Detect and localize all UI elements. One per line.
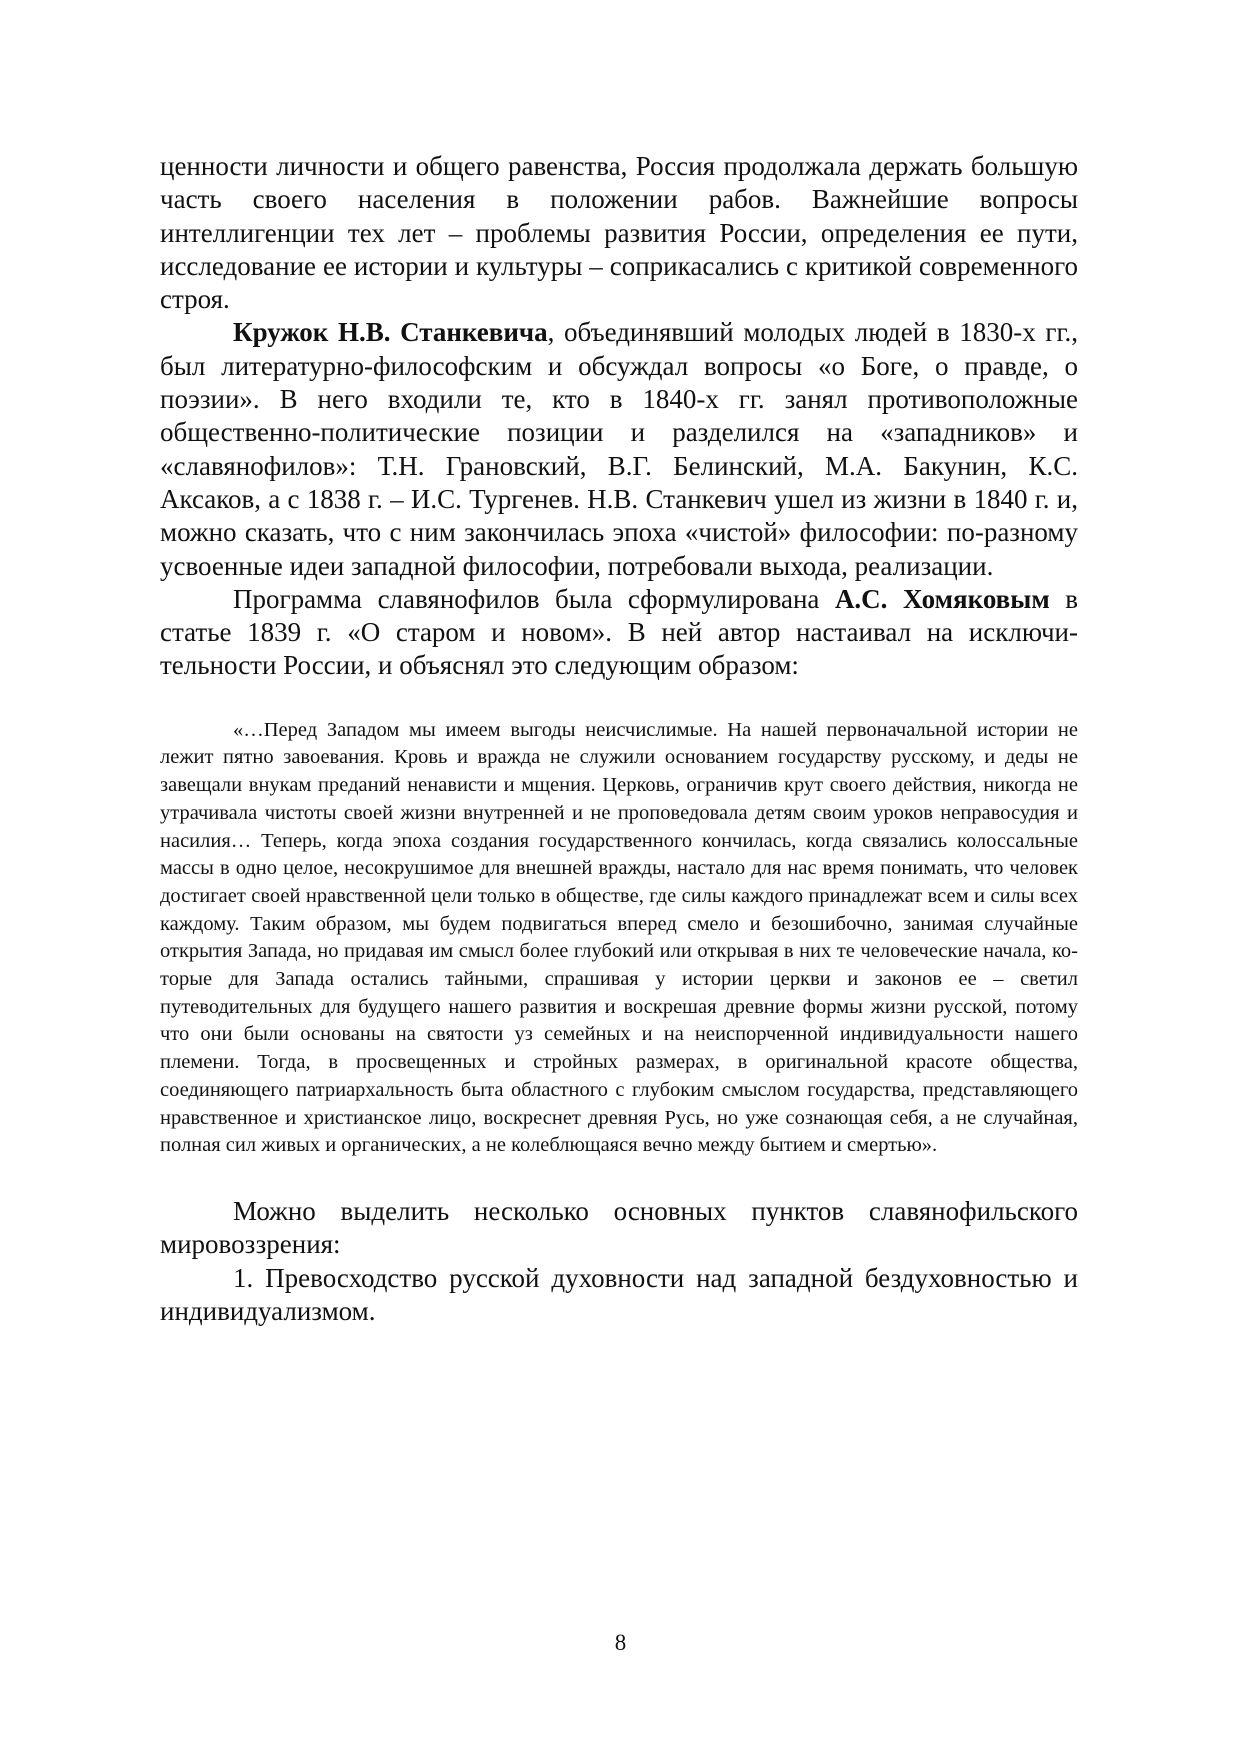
paragraph-main-points: Можно выделить несколько основных пунктов славянофильского мировоззрения: [160, 1196, 1078, 1260]
paragraph-slavophile-program [160, 583, 1078, 683]
paragraph-stankevich-text: , объединявший молодых людей в 1830-х гг., был литературно-философским и обсуждал вопросы «о Боге, о правде, о поэзии». В него входили те, кто в 1840-х гг. занял противоположные общественно-политические позиции и разделился на «западников» и «славянофилов»: Т.Н. Грановский, В.Г. Белинский, М.А. Бакунин, К.С. Аксаков, а с 1838 г. – И.С. Тургенев. Н.В. Станкевич ушел из жизни в 1840 г. и, можно сказать, что с ним закончилась эпоха «чистой» философии: по-разному усвоенные идеи западной философии, потребовали выхода, реализации. [160, 317, 1078, 581]
heading-stankevich-circle: Кружок Н.В. Станкевича [233, 317, 548, 348]
paragraph-program-lead: Программа славянофилов была сформулирована [233, 583, 835, 614]
page-body [160, 150, 1078, 1328]
paragraph-program-text: в статье 1839 г. «О старом и новом». В ней автор настаивал на исключительности России, и объяснял это следующим образом: [160, 583, 1079, 681]
page-number: 8 [614, 1630, 627, 1655]
list-item-1: 1. Превосходство русской духовности над западной бездуховностью и индивидуализмом. [160, 1262, 1078, 1326]
paragraph-stankevich-circle [160, 316, 1078, 582]
khomyakov-quote: «…Перед Западом мы имеем выгоды неисчислимые. На нашей первоначальной истории не лежит пятно завоевания. Кровь и вражда не служили основанием государству русскому, и деды не завещали внукам преданий ненависти и мщения. Церковь, ограничив крут своего действия, никогда не утрачивала чистоты своей жизни внутренней и не проповедовала детям своим уроков неправосудия и насилия… Теперь, когда эпоха создания государственного кончилась, когда связались колоссальные массы в одно целое, несокрушимое для внешней вражды, настало для нас время понимать, что человек достигает своей нравственной цели только в обществе, где силы каждого принадлежат всем и силы всех каждому. Таким образом, мы будем подвигаться вперед смело и безошибочно, занимая случайные открытия Запада, но придавая им смысл более глубокий или открывая в них те человеческие начала, которые для Запада остались тайными, спрашивая у истории церкви и законов ее – светил путеводительных для будущего нашего развития и воскрешая древние формы жизни русской, потому что они были основаны на святости уз семейных и на неиспорченной индивидуальности нашего племени. Тогда, в просвещенных и стройных размерах, в оригинальной красоте общества, соединяющего патриархальность быта областного с глубоким смыслом государства, представляющего нравственное и христианское лицо, воскреснет древняя Русь, но уже сознающая себя, а не случайная, полная сил живых и органических, а не колеблющаяся вечно между бытием и смертью». [160, 718, 1078, 1157]
author-khomyakov: А.С. Хомяковым [834, 583, 1050, 614]
paragraph-intro-continuation: ценности личности и общего равенства, Россия продолжала держать большую часть своего населения в положении рабов. Важнейшие вопросы интеллигенции тех лет – проблемы развития России, определения ее пути, исследование ее истории и культуры – соприкасались с критикой современного строя. [160, 151, 1078, 315]
